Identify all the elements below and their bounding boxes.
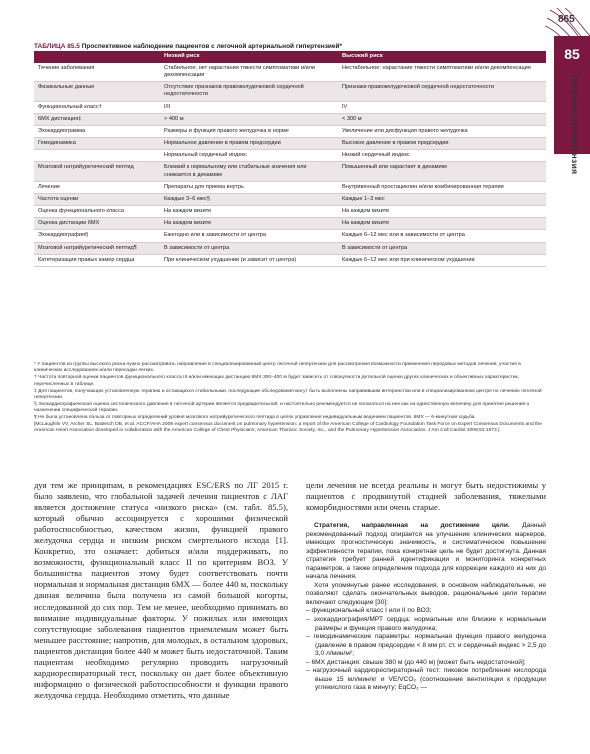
paragraph: Данный рекомендованный подход опирается на улучшение клинических маркеров, имеющих прогностическую значимость, и систематическое повышение эффективности терапии, пока конкретная цель не будет достигнута. Данная стратегия требует ранней идентификации и мониторинга конкретных параметров, а также определения подхода для коррекции каждого из них до начала лечения. (306, 522, 546, 581)
table-cell: Каждые 6–12 мес или при клиническом ухудшении (338, 254, 546, 266)
table-title-label: ТАБЛИЦА 85.5 (34, 43, 80, 50)
table-cell: Повышенный или нарастает в динамике (338, 162, 546, 181)
table-cell: Физикальные данные (34, 82, 160, 101)
table-row (34, 242, 546, 254)
body-text-right-top: цели лечения не всегда реальны и могут быть недостижимы у пациентов с продвинутой стадией заболевания, тяжелыми коморбидностями или очень старые. (306, 480, 546, 513)
footnote: ‡ Для пациентов, получающих установленную терапию и остающихся стабильными, последующие обследования могут быть выполнены направившим интернистом или в специализированном центре по лечению легочной гипертензии. (34, 388, 542, 400)
table-cell: Стабильное; нет нарастания тяжести симптоматики и/или декомпенсации (160, 63, 338, 82)
table-cell: Каждые 3–6 мес§ (160, 193, 338, 205)
table-cell: Нестабильное; нарастание тяжести симптоматики и/или декомпенсация (338, 63, 546, 82)
table-cell: > 400 м (160, 113, 338, 125)
table-cell: Размеры и функция правого желудочка в норме (160, 125, 338, 137)
table-cell: Мозговой натрийуретический пептид¶ (34, 242, 160, 254)
footnote: [McLaughlin VV, Archer SL, Badesch DB, et al. ACCF/AHA 2009 expert consensus document on pulmonary hypertension: a report of the American College of Cardiology Foundation Task Force on Expert Consensus Documents and the American Heart Association developed in collaboration with the American College of Chest Physicians; American Thoracic Society, Inc., and the Pulmonary Hypertension Association. J Am Coll Cardiol 2009;53:1573.] (34, 421, 542, 434)
table-cell: Препараты для приема внутрь (160, 181, 338, 193)
table-cell: Отсутствие признаков правожелудочковой сердечной недостаточности (160, 82, 338, 101)
table-cell: На каждом визите (338, 206, 546, 218)
table-cell (34, 150, 160, 162)
table-row (34, 101, 546, 113)
table-cell: Нормальный сердечный индекс (160, 150, 338, 162)
list-item: – 6МХ дистанция: свыше 380 м (до 440 м) [может быть недостаточной]; (306, 658, 526, 666)
table-header-cell: Высокий риск (338, 51, 546, 63)
body-section-strategy (306, 522, 546, 693)
table-cell: Эхокардиограмма (34, 125, 160, 137)
list-item: – функциональный класс I или II по ВОЗ; (306, 607, 432, 615)
table-cell: Внутривенный простациклин и/или комбинированная терапия (338, 181, 546, 193)
list-item: – эхокардиография/МРТ сердца: нормальные или близкие к нормальным размеры и функция правого желудочка; (306, 616, 546, 632)
goal-list (306, 607, 546, 692)
table-cell: Частота оценки (34, 193, 160, 205)
page-number: 865 (558, 14, 575, 25)
table-row (34, 150, 546, 162)
list-item: – гемодинамические параметры: нормальная функция правого желудочка (давление в правом предсердии < 8 мм рт. ст. и сердечный индекс > 2,5 до 3,0 л/мин/м²; (306, 633, 546, 658)
table-cell: Низкий сердечный индекс (338, 150, 546, 162)
table-cell: При клиническом ухудшении (и зависит от центра) (160, 254, 338, 266)
table-cell: На каждом визите (338, 218, 546, 230)
table-row (34, 113, 546, 125)
footnote: * У пациентов из группы высокого риска нужно рассматривать направление в специализированный центр легочной гипертензии для рассмотрения возможности применения передовых методов лечения, участия в клинических исследованиях и/или пересадки легких. (34, 362, 521, 374)
table-title-text: Проспективное наблюдение пациентов с легочной артериальной гипертензией* (81, 43, 343, 50)
table-row (34, 218, 546, 230)
table-cell: В зависимости от центра (338, 242, 546, 254)
table-cell: Катетеризация правых камер сердца (34, 254, 160, 266)
table-cell: Высокое давление в правом предсердии (338, 138, 546, 150)
table-cell: Каждые 6–12 мес или в зависимости от центра (338, 230, 546, 242)
table-title (34, 43, 342, 50)
table-cell: Эхокардиография§ (34, 230, 160, 242)
table-row (34, 82, 546, 101)
table-cell: Увеличение или дисфункция правого желудочка (338, 125, 546, 137)
table-cell: Оценка дистанции 6МХ (34, 218, 160, 230)
body-text-left: дуя тем же принципам, в рекомендациях ESC/ERS по ЛГ 2015 г. было заявлено, что глобальной задачей лечения пациентов с ЛАГ является достижение статуса «низкого риска» (см. табл. 85.5), который обычно ассоциируется с хорошими физической работоспособностью, качеством жизни, функцией правого желудочка сердца и низким риском смертельного исхода [1]. Конкретно, это означает: добиться и/или поддерживать, по возможности, функциональный класс II по критериям ВОЗ. У большинства пациентов этому будет соответствовать почти нормальная и нормальная дистанция 6МХ — более 440 м, поскольку данная величина была получена из самой большой когорты, исследованной до сих пор. Тем не менее, необходимо принимать во внимание индивидуальные факторы. У пожилых или имеющих сопутствующие заболевания пациентов приемлемым может быть меньшее расстояние; напротив, для молодых, в остальном здоровых, пациентов дистанция более 440 м может быть недостаточной. Таким пациентам необходимо регулярно проводить нагрузочный кардиореспираторный тест, поскольку он дает более объективную информацию о физической работоспособности и функции правого желудочка сердца. Необходимо отметить, что данные (34, 480, 288, 700)
table-cell: Признаки правожелудочковой сердечной недостаточности (338, 82, 546, 101)
footnote: § Эхокардиографическая оценка систолического давления в легочной артерии является предварительной, и настоятельно рекомендуется не полагаться на нее как на единственную величину для принятия решения о назначении специфической терапии. (34, 401, 530, 414)
footnote: ¶ Не была установлена польза от повторных определений уровня мозгового натрийуретического пептида в целях управления индивидуальным ведением пациентов. 6МХ — 6-минутная ходьба. (34, 415, 476, 420)
chapter-number: 85 (564, 46, 580, 62)
table-cell: Нормальное давление в правом предсердии (160, 138, 338, 150)
table-row (34, 193, 546, 205)
table-cell: На каждом визите (160, 218, 338, 230)
risk-table (34, 51, 546, 267)
side-chapter-title: Легочная гипертензия (570, 75, 580, 175)
table-footnotes (34, 362, 546, 435)
table-cell: Лечение (34, 181, 160, 193)
table-cell: Течение заболевания (34, 63, 160, 82)
table-cell: На каждом визите (160, 206, 338, 218)
table-cell: Гемодинамика (34, 138, 160, 150)
list-item: – нагрузочный кардиореспираторный тест: пиковое потребление кислорода выше 15 мл/мин/кг и VE/VCO₂ (соотношение вентиляции к продукции углекислого газа в минуту; EqCO₂ — (306, 667, 546, 692)
table-cell: IV (338, 101, 546, 113)
table-cell: 6МХ дистанция‡ (34, 113, 160, 125)
paragraph: Хотя упомянутые ранее исследования, в основном наблюдательные, не позволяют сделать окончательных выводов, рациональные цели терапии включают следующие [30]: (306, 581, 546, 606)
table-row (34, 254, 546, 266)
table-header-row (34, 51, 546, 63)
table-cell: < 300 м (338, 113, 546, 125)
footnote: † Частота повторной оценки пациентов функционального класса III и/или имеющих дистанцию 6МХ 300–400 м будет зависеть от совокупности детальной оценки других клинических и объективных характеристик, перечисленных в таблице. (34, 375, 519, 387)
table-cell: Оценка функционального класса (34, 206, 160, 218)
table-cell: Функциональный класс† (34, 101, 160, 113)
section-heading: Стратегия, направленная на достижение цели. (314, 522, 510, 529)
table-cell: Мозговой натрийуретический пептид (34, 162, 160, 181)
table-cell: Ежегодно или в зависимости от центра (160, 230, 338, 242)
table-row (34, 181, 546, 193)
table-row (34, 206, 546, 218)
table-cell: В зависимости от центра (160, 242, 338, 254)
table-cell: Близкий к нормальному или стабильные значения или снижается в динамике (160, 162, 338, 181)
table-header-cell: Низкий риск (160, 51, 338, 63)
table-header-cell (34, 51, 160, 63)
table-row (34, 138, 546, 150)
table-row (34, 63, 546, 82)
table-cell: Каждые 1–3 мес (338, 193, 546, 205)
table-cell: I/II (160, 101, 338, 113)
table-row (34, 125, 546, 137)
table-row (34, 162, 546, 181)
table-row (34, 230, 546, 242)
